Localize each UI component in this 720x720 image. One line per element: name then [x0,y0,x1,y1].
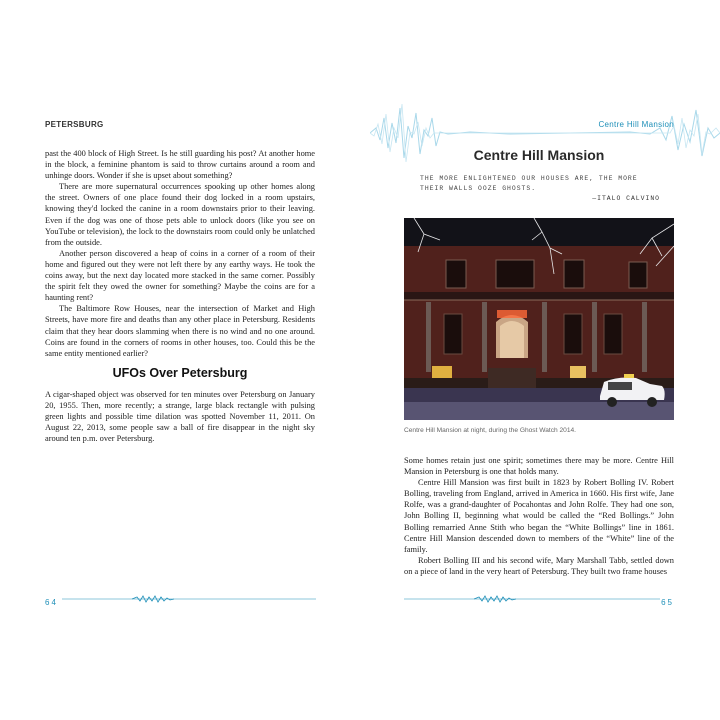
page-number-left: 64 [45,598,58,607]
paragraph: There are more supernatural occurrences spooking up other homes along the street. Owners of one place found their dog locked in a room upstairs, knowing they'd locked the canine in a room downstairs prior to their leaving. Even if the dog was one of those pets able to unlock doors (like you see on YouTube or television), the lock to the downstairs room could only be unlatched from the outside. [45,182,315,247]
left-text-column [45,148,315,444]
right-text-column [404,455,674,577]
paragraph: Another person discovered a heap of coins in a corner of a room of their home and figured out they were not left there by any earthy ways. He took the coins away, but the next day located more stacked in the same corner. Possibly the spirit felt they owed the owner for something? Maybe the coins are for a haunting rent? [45,248,315,303]
page-number-right: 65 [661,598,674,607]
epigraph-quote: THE MORE ENLIGHTENED OUR HOUSES ARE, THE MORE THEIR WALLS OOZE GHOSTS. [420,175,638,192]
running-head-left: PETERSBURG [45,120,104,129]
chapter-title: Centre Hill Mansion [473,147,605,163]
wave-rule-left [62,594,316,604]
paragraph: past the 400 block of High Street. Is he still guarding his post? At another home in the block, a feminine phantom is said to throw curtains around a room and unhinge doors. Wonder if she is upset about something? [45,149,315,181]
epigraph-attribution: —ITALO CALVINO [592,195,660,202]
paragraph: A cigar-shaped object was observed for ten minutes over Petersburg on January 20, 1955. Then, more recently; a strange, large black rectangle with pulsing green lights and possible time dilation was spotted November 11, 2011. On August 22, 2013, some people saw a ball of fire disappear in the night sky around ten p.m. over Petersburg. [45,389,315,444]
paragraph: Robert Bolling III and his second wife, Mary Marshall Tabb, settled down on a piece of land in the very heart of Petersburg. They built two frame houses [404,555,674,576]
paragraph: Centre Hill Mansion was first built in 1823 by Robert Bolling IV. Robert Bolling, traveling from England, arrived in America in 1660. His first wife, Jane Rolfe, was a grand-daughter of Pocahontas and John Rolfe. They had one son, John Bolling II, beginning what would be called the “Red Bollings.” John Bolling remarried Anne Stith who began the “White Bollings” line in 1861. Centre Hill Mansion descended down to members of the “White” line of the family. [404,478,674,554]
photo-caption: Centre Hill Mansion at night, during the Ghost Watch 2014. [404,427,577,434]
wave-rule-right [404,594,660,604]
section-heading: UFOs Over Petersburg [112,365,248,380]
paragraph: Some homes retain just one spirit; sometimes there may be more. Centre Hill Mansion in Petersburg is one that holds many. [404,456,674,477]
mansion-photo [404,218,674,420]
sound-wave-decoration [370,88,720,178]
paragraph: The Baltimore Row Houses, near the intersection of Market and High Streets, have more fire and deaths than any other place in Petersburg. Residents claim that they hear doors slamming when there is no wind and no one around. Coins are found in the corners of rooms in other houses, too. Could this be the same entity mentioned earlier? [45,304,315,358]
right-page [360,0,720,720]
running-head-right: Centre Hill Mansion [598,120,674,129]
